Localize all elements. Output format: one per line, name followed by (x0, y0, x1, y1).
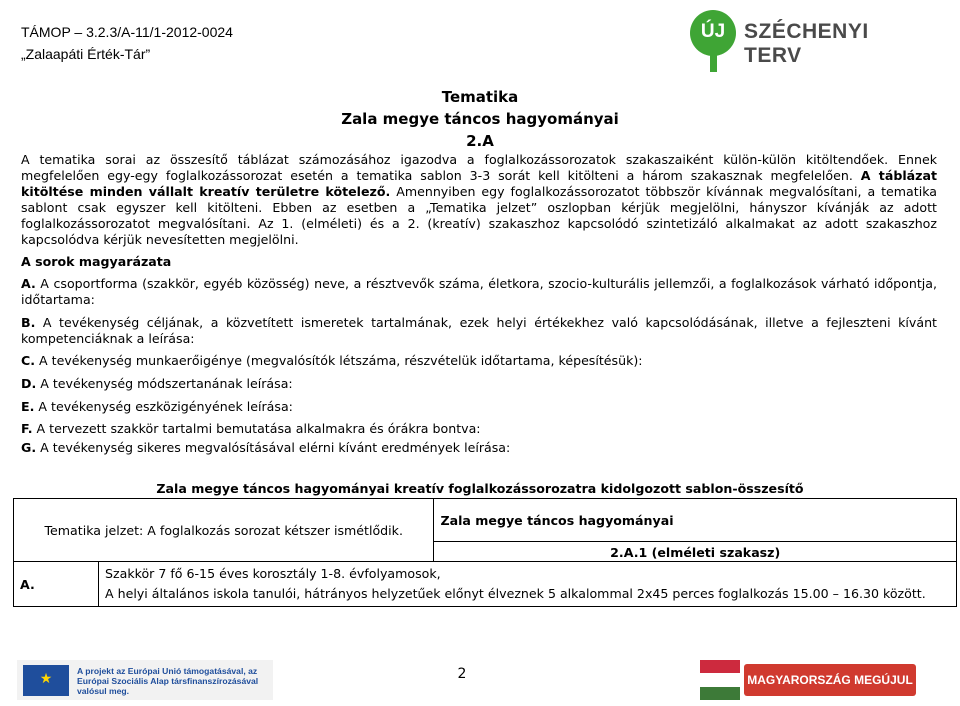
row-a-explanation: A. A csoportforma (szakkör, egyéb közösség) neve, a résztvevők száma, életkora, szocio-kulturális jellemzői, a foglalkozások várható időpontja, időtartama: (21, 276, 937, 307)
rows-heading: A sorok magyarázata (21, 254, 172, 269)
magyarorszag-megujul-banner (700, 660, 956, 700)
mm-text: MAGYARORSZÁG MEGÚJUL (747, 673, 913, 687)
logo-letters: ÚJ (700, 21, 726, 42)
row-d-explanation: D. A tevékenység módszertanának leírása: (21, 376, 293, 391)
page-subtitle: Zala megye táncos hagyományai (341, 110, 619, 128)
project-code: TÁMOP – 3.2.3/A-11/1-2012-0024 (21, 24, 233, 40)
eu-flag-icon: ★ (23, 665, 69, 696)
row-c-explanation: C. A tevékenység munkaerőigénye (megvalósítók létszáma, részvételük időtartama, képesítésük): (21, 353, 643, 368)
szechenyi-terv-logo (690, 10, 920, 70)
row-e-explanation: E. A tevékenység eszközigényének leírása: (21, 399, 293, 414)
page-number: 2 (457, 666, 467, 682)
table-row (14, 499, 957, 542)
page-title: Tematika (441, 88, 519, 106)
project-name: „Zalaapáti Érték-Tár” (21, 46, 151, 62)
hungarian-flag-icon (700, 660, 740, 673)
row-a-content-cell: Szakkör 7 fő 6-15 éves korosztály 1-8. évfolyamosok, A helyi általános iskola tanulói, hátrányos helyzetűek előnyt élveznek 5 alkalommal 2x45 perces foglalkozás 15.00 – 16.30 között. (99, 562, 957, 607)
row-f-explanation: F. A tervezett szakkör tartalmi bemutatása alkalmakra és órákra bontva: (21, 421, 481, 436)
row-b-explanation: B. A tevékenység céljának, a közvetített ismeretek tartalmának, ezek helyi értékekhez való kapcsolódásának, illetve a fejleszteni kívánt kompetenciáknak a leírása: (21, 315, 937, 346)
section-cell: 2.A.1 (elméleti szakasz) (434, 542, 957, 562)
name-cell: Zala megye táncos hagyományai (434, 499, 957, 542)
logo-text: SZÉCHENYI TERV (744, 20, 869, 67)
intro-paragraph: A tematika sorai az összesítő táblázat számozásához igazodva a foglalkozássorozatok szakaszaiként külön-külön kitöltendőek. Ennek megfelelően egy-egy foglalkozássorozat esetén a tematika sablon 3-3 sorát kell kitölteni a három szakasznak megfelelően. A táblázat kitöltése minden vállalt kreatív területre kötelező. Amennyiben egy foglalkozássorozatot többször kívánnak megvalósítani, a tematika sablont csak egyszer kell kitölteni. Ebben az esetben a „Tematika jelzet” oszlopban kérjük megjelölni, hányszor kívánják az adott foglalkozássorozatot megvalósítani. Az 1. (elméleti) és a 2. (kreatív) szakaszhoz kapcsolódó szintetizáló alkalmakat az adott szakaszhoz kapcsolódva kérjük nevesítetten megjelölni. (21, 152, 937, 247)
eu-funding-text: A projekt az Európai Unió támogatásával, az Európai Szociális Alap társfinanszírozásával valósul meg. (77, 666, 259, 696)
row-a-label-cell: A. (14, 562, 99, 607)
row-g-explanation: G. A tevékenység sikeres megvalósításával elérni kívánt eredmények leírása: (21, 440, 511, 455)
table-row (14, 562, 957, 607)
table-caption: Zala megye táncos hagyományai kreatív foglalkozássorozatra kidolgozott sablon-összesítő (156, 481, 804, 496)
section-number: 2.A (466, 132, 494, 150)
sablon-table (13, 498, 957, 607)
jelzet-cell: Tematika jelzet: A foglalkozás sorozat kétszer ismétlődik. (14, 499, 434, 562)
